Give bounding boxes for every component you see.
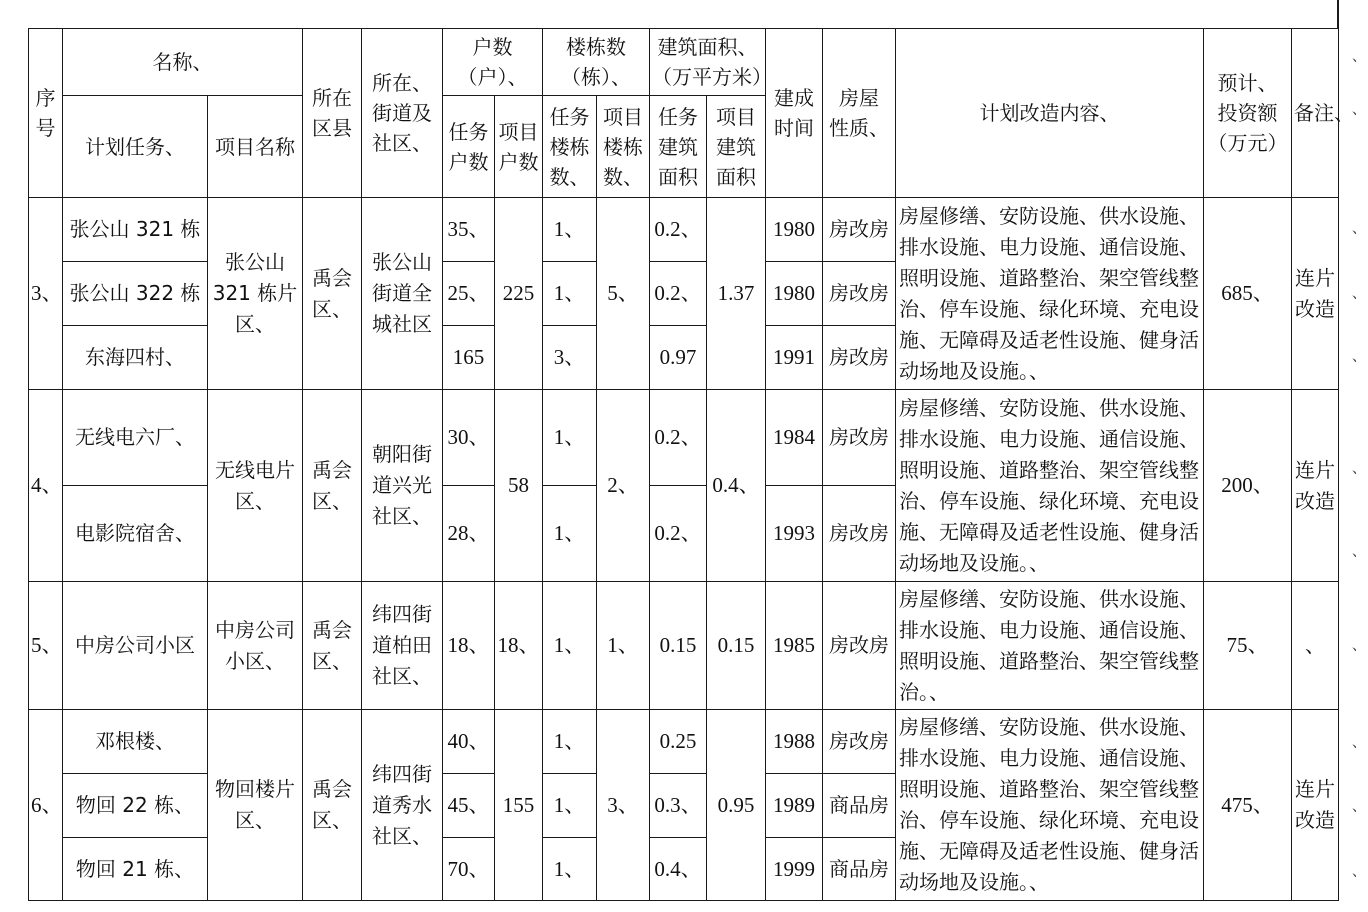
header-line: 区县 [312,116,352,140]
table-row [29,390,1339,486]
cell-nature: 房改房 [823,582,896,710]
cell-task-area: 0.3、 [650,774,707,838]
header-line: 社区、 [372,131,432,155]
header-project-name [208,96,303,198]
header-line: 性质、 [829,116,889,140]
row-end-mark: 、 [1352,102,1366,118]
cell-seq: 4、 [29,390,63,582]
table-row [29,582,1339,710]
cell-district: 禹会区、 [303,390,362,582]
row-end-mark: 、 [1352,735,1366,751]
cell-project-name: 无线电片区、 [208,390,303,582]
cell-project-area: 0.4、 [707,390,766,582]
cell-project-buildings: 1、 [597,582,650,710]
cell-built-year: 1980 [766,262,823,326]
header-built-year [766,29,823,198]
cell-project-buildings: 2、 [597,390,650,582]
header-line: 户数 [448,149,489,174]
cell-nature: 房改房 [823,262,896,326]
cell-street: 纬四街道秀水社区、 [362,710,443,901]
cell-built-year: 1999 [766,838,823,901]
row-end-mark: 、 [1352,799,1366,815]
row-end-mark: 、 [1352,864,1366,880]
header-line: 任务 [658,104,698,129]
row-end-mark: 、 [1352,349,1366,365]
cell-task-buildings: 1、 [543,710,597,774]
cell-built-year: 1985 [766,582,823,710]
cell-plan-task: 电影院宿舍、 [63,486,208,582]
cell-built-year: 1984 [766,390,823,486]
cell-built-year: 1989 [766,774,823,838]
cell-district: 禹会区、 [303,710,362,901]
cell-project-buildings: 3、 [597,710,650,901]
cell-plan-task: 东海四村、 [63,326,208,390]
cell-task-households: 40、 [443,710,495,774]
cell-project-name: 物回楼片区、 [208,710,303,901]
header-line: 号 [35,116,56,140]
cell-project-buildings: 5、 [597,198,650,390]
cell-task-households: 18、 [443,582,495,710]
cell-built-year: 1988 [766,710,823,774]
cell-task-area: 0.4、 [650,838,707,901]
table-body [29,198,1339,901]
cell-task-area: 0.2、 [650,486,707,582]
cell-project-area: 0.95 [707,710,766,901]
header-line: 计划任务、 [85,134,185,159]
header-line: 建筑面积、 [657,35,758,59]
header-line: 数、 [549,164,590,189]
header-remark [1292,29,1354,198]
cell-project-households: 155 [495,710,543,901]
header-households-group [443,29,543,96]
cell-plan-task: 邓根楼、 [63,710,208,774]
header-task-households [443,96,495,198]
cell-task-buildings: 1、 [543,390,597,486]
cell-project-area: 1.37 [707,198,766,390]
cell-task-buildings: 1、 [543,198,597,262]
cell-remark: 、 [1292,582,1339,710]
header-line: 面积 [716,164,756,189]
header-nature [823,29,896,198]
row-end-mark: 、 [1352,221,1366,237]
cell-seq: 5、 [29,582,63,710]
cell-remark: 连片改造 [1292,198,1339,390]
header-line: 建成 [774,86,814,110]
cell-district: 禹会区、 [303,582,362,710]
cell-street: 朝阳街道兴光社区、 [362,390,443,582]
header-project-area [707,96,766,198]
cell-task-households: 28、 [443,486,495,582]
header-line: 备注、 [1294,101,1354,125]
cell-plan-task: 张公山 322 栋 [63,262,208,326]
cell-task-area: 0.2、 [650,262,707,326]
header-line: 楼栋 [549,134,590,159]
header-district [303,29,362,198]
cell-task-households: 35、 [443,198,495,262]
cell-project-name: 张公山 321 栋片区、 [208,198,303,390]
cell-project-households: 225 [495,198,543,390]
header-line: （栋）、 [561,65,631,89]
header-line: 时间 [774,116,814,140]
table-row [29,198,1339,262]
cell-nature: 房改房 [823,198,896,262]
cell-plan-task: 张公山 321 栋 [63,198,208,262]
cell-nature: 房改房 [823,486,896,582]
header-line: 房屋 [839,86,879,110]
cell-content: 房屋修缮、安防设施、供水设施、排水设施、电力设施、通信设施、照明设施、道路整治、架空管线整治、停车设施、绿化环境、充电设施、无障碍及适老性设施、健身活动场地及设施。、 [896,198,1204,390]
header-line: 建筑 [716,134,756,159]
header-investment [1204,29,1292,198]
cell-task-households: 30、 [443,390,495,486]
header-line: 投资额 [1217,101,1278,125]
header-line: （户）、 [457,65,528,89]
header-seq [29,29,63,198]
header-area-group [650,29,772,96]
cell-district: 禹会区、 [303,198,362,390]
cell-task-households: 165 [443,326,495,390]
table-row [29,710,1339,774]
cell-nature: 商品房 [823,774,896,838]
cell-task-households: 25、 [443,262,495,326]
cell-task-buildings: 1、 [543,582,597,710]
cell-street: 纬四街道柏田社区、 [362,582,443,710]
cell-task-area: 0.2、 [650,390,707,486]
header-line: 预计、 [1217,71,1278,95]
cell-investment: 685、 [1204,198,1292,390]
header-line: 所在 [312,86,352,110]
header-line: 户数 [498,149,539,174]
header-plan-task [63,96,208,198]
cell-task-buildings: 1、 [543,774,597,838]
cell-nature: 房改房 [823,390,896,486]
header-line: 楼栋 [603,134,643,159]
cell-content: 房屋修缮、安防设施、供水设施、排水设施、电力设施、通信设施、照明设施、道路整治、架空管线整治、停车设施、绿化环境、充电设施、无障碍及适老性设施、健身活动场地及设施。、 [896,710,1204,901]
cell-investment: 475、 [1204,710,1292,901]
header-buildings-group [543,29,650,96]
header-line: （万元） [1207,131,1288,155]
cell-built-year: 1993 [766,486,823,582]
cell-project-name: 中房公司小区、 [208,582,303,710]
cell-plan-task: 无线电六厂、 [63,390,208,486]
cell-project-households: 18、 [495,582,543,710]
header-project-households [495,96,543,198]
header-task-buildings [543,96,597,198]
header-line: （万平方米） [652,65,772,89]
cell-project-households: 58 [495,390,543,582]
cell-nature: 商品房 [823,838,896,901]
header-name-group [63,29,303,96]
header-street [362,29,443,198]
cell-investment: 75、 [1204,582,1292,710]
header-line: 名称、 [152,50,213,74]
cell-task-buildings: 1、 [543,486,597,582]
cell-content: 房屋修缮、安防设施、供水设施、排水设施、电力设施、通信设施、照明设施、道路整治、架空管线整治。、 [896,582,1204,710]
cell-content: 房屋修缮、安防设施、供水设施、排水设施、电力设施、通信设施、照明设施、道路整治、架空管线整治、停车设施、绿化环境、充电设施、无障碍及适老性设施、健身活动场地及设施。、 [896,390,1204,582]
header-line: 数、 [603,164,643,189]
cell-street: 张公山街道全城社区 [362,198,443,390]
header-line: 任务 [549,104,590,129]
cell-task-area: 0.97 [650,326,707,390]
row-end-mark: 、 [1352,49,1366,65]
row-end-mark: 、 [1352,461,1366,477]
cell-remark: 连片改造 [1292,390,1339,582]
cell-nature: 房改房 [823,326,896,390]
header-line: 楼栋数 [566,35,626,59]
cell-task-area: 0.15 [650,582,707,710]
cell-task-households: 70、 [443,838,495,901]
row-end-mark: 、 [1352,638,1366,654]
cell-task-buildings: 1、 [543,262,597,326]
cell-built-year: 1980 [766,198,823,262]
table-header [29,29,1354,198]
header-line: 计划改造内容、 [979,101,1120,125]
header-content [896,29,1204,198]
cell-nature: 房改房 [823,710,896,774]
header-line: 户数 [472,35,513,59]
header-line: 所在、 [372,71,432,95]
cell-plan-task: 物回 22 栋、 [63,774,208,838]
header-line: 街道及 [372,101,432,125]
cell-task-area: 0.25 [650,710,707,774]
cell-task-area: 0.2、 [650,198,707,262]
row-end-mark: 、 [1352,286,1366,302]
renovation-plan-table [28,28,1354,901]
row-end-mark: 、 [1352,544,1366,560]
cell-plan-task: 中房公司小区 [63,582,208,710]
header-project-buildings [597,96,650,198]
cell-project-area: 0.15 [707,582,766,710]
cell-task-households: 45、 [443,774,495,838]
cell-task-buildings: 1、 [543,838,597,901]
header-task-area [650,96,707,198]
header-line: 项目 [603,104,643,129]
cell-investment: 200、 [1204,390,1292,582]
cell-task-buildings: 3、 [543,326,597,390]
header-line: 面积 [658,164,698,189]
header-line: 项目 [498,119,539,144]
cell-plan-task: 物回 21 栋、 [63,838,208,901]
cell-remark: 连片改造 [1292,710,1339,901]
header-line: 项目 [716,104,756,129]
header-row-top [29,29,1339,96]
page-edge-rule [1337,0,1339,28]
cell-built-year: 1991 [766,326,823,390]
header-line: 任务 [448,119,489,144]
header-line: 建筑 [658,134,698,159]
header-line: 序 [35,86,56,110]
cell-seq: 3、 [29,198,63,390]
cell-seq: 6、 [29,710,63,901]
header-line: 项目名称 [215,134,295,159]
